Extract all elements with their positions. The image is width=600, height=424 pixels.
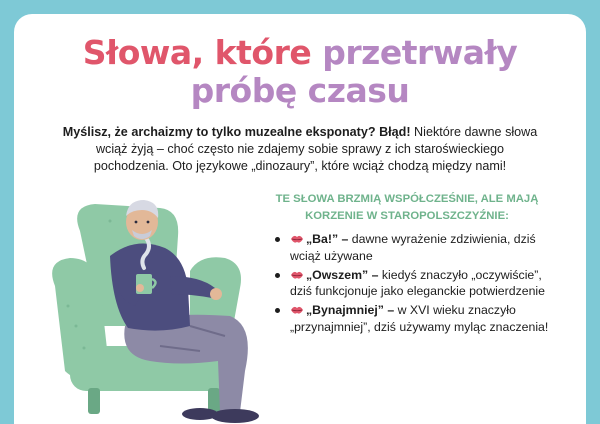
section-subheading: TE SŁOWA BRZMIĄ WSPÓŁCZEŚNIE, ALE MAJĄ KORZENIE W STAROPOLSZCZYŹNIE:	[275, 193, 539, 222]
shoe	[211, 409, 259, 423]
item-text: kiedyś znaczyło „oczywiście”, dziś funkcjonuje jako eleganckie potwierdzenie	[290, 267, 545, 299]
lips-icon	[290, 234, 304, 244]
word-list	[272, 231, 562, 338]
item-word: „Bynajmniej” –	[306, 303, 395, 318]
title-part-1: Słowa, które	[82, 33, 312, 72]
title-part-2: przetrwały	[322, 33, 518, 72]
item-text: dawne wyrażenie zdziwienia, dziś wciąż używane	[290, 232, 536, 263]
intro-bold: Myślisz, że archaizmy to tylko muzealne eksponaty? Błąd!	[62, 125, 411, 139]
list-item	[272, 231, 562, 265]
title-part-3: próbę czasu	[190, 71, 410, 110]
intro-paragraph	[60, 124, 540, 175]
item-text: w XVI wieku znaczyło „przynajmniej”, dziś używamy myląc znaczenia!	[290, 303, 549, 334]
page-title	[0, 34, 600, 110]
list-item	[272, 267, 562, 301]
elderly-man-illustration	[40, 176, 290, 424]
item-word: „Owszem” –	[306, 267, 379, 282]
lips-icon	[290, 305, 304, 315]
lips-icon	[290, 270, 304, 280]
list-item	[272, 302, 562, 336]
shoe	[182, 408, 218, 420]
intro-text: Niektóre dawne słowa wciąż żyją – choć często nie zdajemy sobie sprawy z ich staroświeckiego pochodzenia. Oto językowe „dinozaury”, które wciąż chodzą między nami!	[93, 125, 538, 173]
item-word: „Ba!” –	[306, 232, 349, 246]
